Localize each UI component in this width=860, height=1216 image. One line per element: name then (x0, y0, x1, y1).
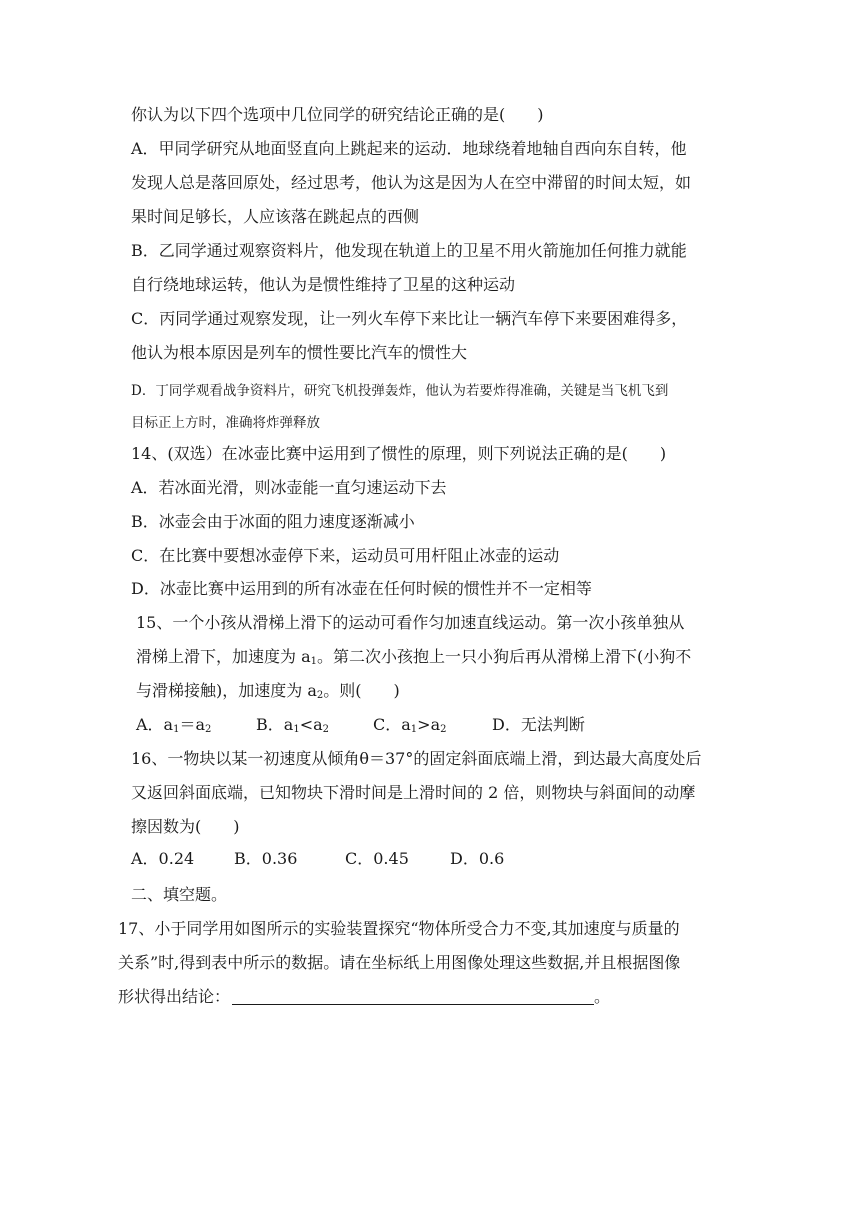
q14-option-d: D．冰壶比赛中运用到的所有冰壶在任何时候的惯性并不一定相等 (131, 579, 592, 598)
q16-line2: 又返回斜面底端，已知物块下滑时间是上滑时间的 2 倍，则物块与斜面间的动摩 (131, 783, 696, 802)
q13-stem: 你认为以下四个选项中几位同学的研究结论正确的是( ) (131, 105, 544, 124)
q17-line1: 17、小于同学用如图所示的实验装置探究“物体所受合力不变,其加速度与质量的 (118, 919, 680, 938)
q14-option-a: A．若冰面光滑，则冰壶能一直匀速运动下去 (131, 478, 447, 497)
q13-option-b-line2: 自行绕地球运转，他认为是惯性维持了卫星的这种运动 (131, 275, 516, 294)
q17-line2: 关系”时,得到表中所示的数据。请在坐标纸上用图像处理这些数据,并且根据图像 (118, 953, 681, 972)
q13-option-d-line2: 目标正上方时，准确将炸弹释放 (131, 415, 320, 431)
q14-option-b: B．冰壶会由于冰面的阻力速度逐渐减小 (131, 512, 415, 531)
q16-option-b: B．0.36 (234, 849, 298, 868)
q15-line1: 15、一个小孩从滑梯上滑下的运动可看作匀加速直线运动。第一次小孩单独从 (136, 613, 685, 632)
q16-line1: 16、一物块以某一初速度从倾角θ＝37°的固定斜面底端上滑，到达最大高度处后 (131, 749, 702, 768)
q16-option-d: D．0.6 (450, 849, 505, 868)
q13-option-c-line1: C．丙同学通过观察发现，让一列火车停下来比让一辆汽车停下来要困难得多， (131, 309, 688, 328)
q14-stem: 14、(双选）在冰壶比赛中运用到了惯性的原理，则下列说法正确的是( ) (131, 444, 667, 463)
section-heading-fill-in: 二、填空题。 (131, 885, 228, 904)
q17-line3: 形状得出结论： 。 (118, 987, 611, 1006)
q15-option-b: B．$a_1<a_2$ (256, 715, 330, 735)
q16-line3: 擦因数为( ) (131, 817, 240, 836)
q15-option-a: A．$a_1=a_2$ (136, 715, 212, 735)
q15-option-d: D．无法判断 (492, 715, 585, 734)
q15-option-c: C．$a_1>a_2$ (373, 715, 447, 735)
q13-option-a-line3: 果时间足够长，人应该落在跳起点的西侧 (131, 207, 420, 226)
q13-option-a-line1: A．甲同学研究从地面竖直向上跳起来的运动．地球绕着地轴自西向东自转，他 (131, 139, 687, 158)
q13-option-d-line1: D．丁同学观看战争资料片，研究飞机投弹轰炸，他认为若要炸得准确，关键是当飞机飞到 (131, 383, 669, 399)
q13-option-c-line2: 他认为根本原因是列车的惯性要比汽车的惯性大 (131, 343, 468, 362)
q15-line2: 滑梯上滑下，加速度为 $a_1$。第二次小孩抱上一只小狗后再从滑梯上滑下(小狗不 (136, 647, 692, 667)
q13-option-b-line1: B．乙同学通过观察资料片，他发现在轨道上的卫星不用火箭施加任何推力就能 (131, 241, 687, 260)
q15-line3: 与滑梯接触)，加速度为 $a_2$。则( ) (136, 681, 400, 701)
q17-answer-blank[interactable] (232, 986, 594, 1005)
q16-option-c: C．0.45 (345, 849, 409, 868)
q16-option-a: A．0.24 (131, 849, 195, 868)
q14-option-c: C．在比赛中要想冰壶停下来，运动员可用杆阻止冰壶的运动 (131, 546, 560, 565)
q13-option-a-line2: 发现人总是落回原处，经过思考，他认为这是因为人在空中滞留的时间太短，如 (131, 173, 692, 192)
